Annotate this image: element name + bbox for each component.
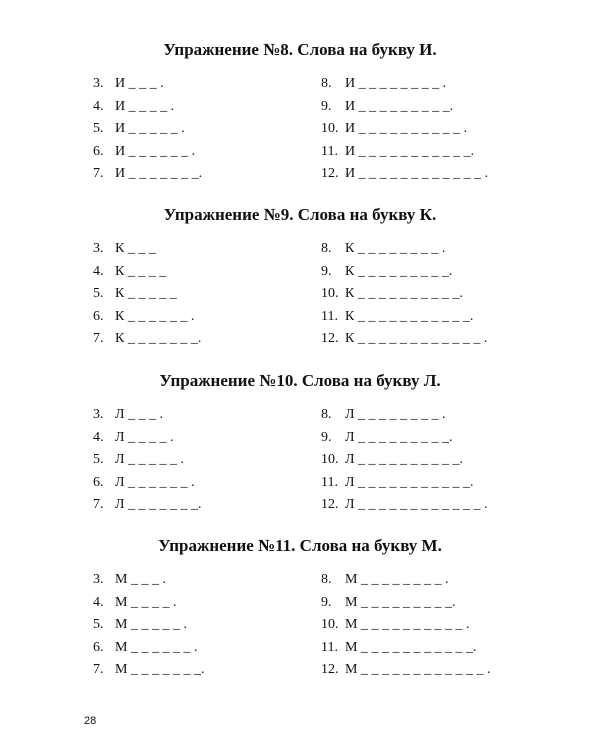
list-item bbox=[321, 592, 490, 615]
item-number: 4. bbox=[93, 429, 104, 445]
item-number: 6. bbox=[93, 639, 104, 655]
left-column bbox=[93, 569, 204, 682]
word-blank: И _ _ _ _ _ _ _ _ _. bbox=[345, 98, 454, 114]
item-number: 5. bbox=[93, 121, 104, 136]
item-number: 10. bbox=[321, 121, 339, 136]
word-blank: М _ _ _ _ . bbox=[115, 594, 177, 610]
word-blank: М _ _ _ _ _ _ _. bbox=[115, 662, 205, 677]
item-number: 5. bbox=[93, 286, 104, 301]
list-item bbox=[321, 449, 488, 472]
left-column bbox=[93, 404, 202, 517]
word-blank: К _ _ _ _ _ _ _ _ _ _ _. bbox=[345, 308, 474, 324]
list-item bbox=[321, 494, 488, 517]
list-item bbox=[93, 261, 201, 284]
list-item bbox=[321, 427, 488, 450]
item-number: 3. bbox=[93, 572, 104, 587]
item-number: 4. bbox=[93, 98, 104, 114]
word-blank: К _ _ _ _ _ _ _ _ _ _ _ _ . bbox=[345, 331, 488, 346]
word-blank: К _ _ _ _ _ _ . bbox=[115, 308, 195, 324]
list-item bbox=[93, 96, 202, 119]
item-number: 5. bbox=[93, 452, 104, 467]
word-blank: М _ _ _ _ _ _ _ _ . bbox=[345, 572, 449, 587]
list-item bbox=[93, 141, 202, 164]
item-number: 9. bbox=[321, 263, 332, 279]
item-number: 12. bbox=[321, 497, 339, 512]
list-item bbox=[321, 614, 490, 637]
word-blank: И _ _ _ _ _ _ _ _ _ _ _. bbox=[345, 143, 475, 159]
list-item bbox=[93, 449, 202, 472]
exercise-title: Упражнение №11. Слова на букву М. bbox=[158, 536, 442, 555]
word-blank: К _ _ _ _ _ bbox=[115, 286, 177, 301]
word-blank: Л _ _ _ _ _ _ _. bbox=[115, 497, 202, 512]
item-number: 11. bbox=[321, 143, 338, 159]
item-number: 8. bbox=[321, 76, 332, 91]
list-item bbox=[321, 238, 487, 261]
word-blank: И _ _ _ _ _ _ _ _ . bbox=[345, 76, 447, 91]
list-item bbox=[321, 472, 488, 495]
word-blank: Л _ _ _ _ _ _ _ _ _. bbox=[345, 429, 453, 445]
list-item bbox=[93, 283, 201, 306]
item-number: 11. bbox=[321, 639, 338, 655]
list-item bbox=[93, 427, 202, 450]
item-number: 3. bbox=[93, 241, 104, 256]
list-item bbox=[321, 283, 487, 306]
item-number: 10. bbox=[321, 452, 339, 467]
item-number: 8. bbox=[321, 241, 332, 256]
exercise-title: Упражнение №9. Слова на букву К. bbox=[163, 205, 437, 224]
item-number: 6. bbox=[93, 308, 104, 324]
word-blank: К _ _ _ _ _ _ _ _ _. bbox=[345, 263, 453, 279]
word-blank: Л _ _ _ . bbox=[115, 407, 163, 422]
list-item bbox=[321, 569, 490, 592]
word-blank: К _ _ _ _ bbox=[115, 263, 167, 279]
word-blank: Л _ _ _ _ _ _ _ _ _ _. bbox=[345, 452, 463, 467]
list-item bbox=[321, 306, 487, 329]
list-item bbox=[93, 73, 202, 96]
list-item bbox=[93, 659, 204, 682]
word-blank: И _ _ _ _ _ _ _ _ _ _ . bbox=[345, 121, 468, 136]
item-number: 10. bbox=[321, 286, 339, 301]
item-number: 3. bbox=[93, 407, 104, 422]
word-blank: Л _ _ _ _ _ _ _ _ _ _ _. bbox=[345, 474, 474, 490]
item-number: 9. bbox=[321, 594, 332, 610]
word-blank: К _ _ _ _ _ _ _ _ . bbox=[345, 241, 446, 256]
item-number: 3. bbox=[93, 76, 104, 91]
list-item bbox=[93, 328, 201, 351]
list-item bbox=[321, 659, 490, 682]
list-item bbox=[321, 73, 488, 96]
list-item bbox=[93, 306, 201, 329]
list-item bbox=[93, 569, 204, 592]
list-item bbox=[93, 637, 204, 660]
word-blank: И _ _ _ _ _ . bbox=[115, 121, 185, 136]
word-blank: И _ _ _ . bbox=[115, 76, 164, 91]
right-column bbox=[321, 73, 488, 186]
word-blank: М _ _ _ _ _ _ . bbox=[115, 639, 198, 655]
right-column bbox=[321, 404, 488, 517]
item-number: 8. bbox=[321, 407, 332, 422]
word-blank: И _ _ _ _ . bbox=[115, 98, 175, 114]
item-number: 7. bbox=[93, 497, 104, 512]
list-item bbox=[321, 404, 488, 427]
item-number: 8. bbox=[321, 572, 332, 587]
list-item bbox=[321, 637, 490, 660]
list-item bbox=[321, 118, 488, 141]
page-number: 28 bbox=[84, 715, 97, 727]
word-blank: М _ _ _ _ _ _ _ _ _ _ _ _ . bbox=[345, 662, 491, 677]
word-blank: Л _ _ _ _ _ _ _ _ _ _ _ _ . bbox=[345, 497, 488, 512]
item-number: 12. bbox=[321, 166, 339, 181]
list-item bbox=[321, 96, 488, 119]
word-blank: Л _ _ _ _ _ . bbox=[115, 452, 184, 467]
word-blank: И _ _ _ _ _ _ _. bbox=[115, 166, 203, 181]
right-column bbox=[321, 569, 490, 682]
left-column bbox=[93, 73, 202, 186]
list-item bbox=[93, 592, 204, 615]
list-item bbox=[321, 328, 487, 351]
word-blank: М _ _ _ _ _ _ _ _ _ _ . bbox=[345, 617, 470, 632]
list-item bbox=[321, 261, 487, 284]
word-blank: И _ _ _ _ _ _ _ _ _ _ _ _ . bbox=[345, 166, 489, 181]
word-blank: Л _ _ _ _ _ _ _ _ . bbox=[345, 407, 446, 422]
list-item bbox=[321, 163, 488, 186]
left-column bbox=[93, 238, 201, 351]
item-number: 11. bbox=[321, 474, 338, 490]
item-number: 5. bbox=[93, 617, 104, 632]
list-item bbox=[93, 238, 201, 261]
right-column bbox=[321, 238, 487, 351]
word-blank: М _ _ _ _ _ _ _ _ _. bbox=[345, 594, 456, 610]
list-item bbox=[93, 494, 202, 517]
item-number: 9. bbox=[321, 429, 332, 445]
item-number: 4. bbox=[93, 594, 104, 610]
list-item bbox=[93, 472, 202, 495]
item-number: 11. bbox=[321, 308, 338, 324]
exercise-title: Упражнение №8. Слова на букву И. bbox=[163, 40, 437, 59]
word-blank: К _ _ _ _ _ _ _ _ _ _. bbox=[345, 286, 463, 301]
list-item bbox=[93, 614, 204, 637]
list-item bbox=[93, 163, 202, 186]
item-number: 7. bbox=[93, 662, 104, 677]
item-number: 7. bbox=[93, 331, 104, 346]
list-item bbox=[321, 141, 488, 164]
item-number: 9. bbox=[321, 98, 332, 114]
word-blank: М _ _ _ _ _ _ _ _ _ _ _. bbox=[345, 639, 477, 655]
item-number: 4. bbox=[93, 263, 104, 279]
word-blank: М _ _ _ . bbox=[115, 572, 166, 587]
item-number: 7. bbox=[93, 166, 104, 181]
word-blank: Л _ _ _ _ . bbox=[115, 429, 174, 445]
word-blank: К _ _ _ _ _ _ _. bbox=[115, 331, 202, 346]
list-item bbox=[93, 404, 202, 427]
item-number: 6. bbox=[93, 143, 104, 159]
word-blank: К _ _ _ bbox=[115, 241, 156, 256]
item-number: 12. bbox=[321, 662, 339, 677]
item-number: 12. bbox=[321, 331, 339, 346]
item-number: 10. bbox=[321, 617, 339, 632]
word-blank: М _ _ _ _ _ . bbox=[115, 617, 187, 632]
list-item bbox=[93, 118, 202, 141]
exercise-title: Упражнение №10. Слова на букву Л. bbox=[159, 371, 441, 390]
word-blank: Л _ _ _ _ _ _ . bbox=[115, 474, 195, 490]
word-blank: И _ _ _ _ _ _ . bbox=[115, 143, 196, 159]
item-number: 6. bbox=[93, 474, 104, 490]
